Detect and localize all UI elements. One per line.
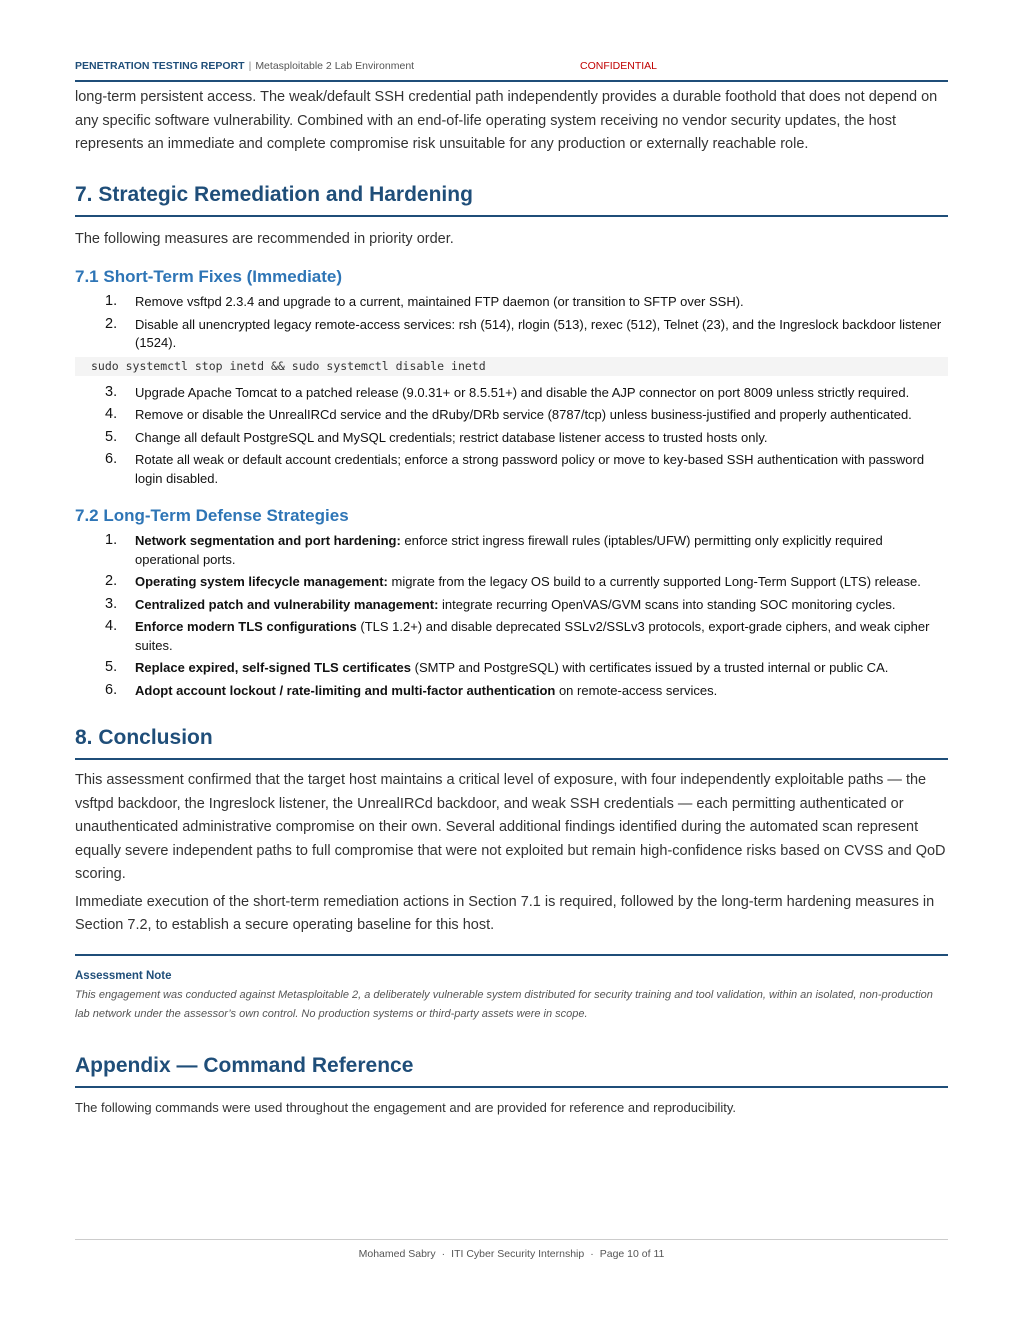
list-item xyxy=(75,316,948,353)
list-text: Rotate all weak or default account credentials; enforce a strong password policy or move to key-based SSH authentication with password login disabled. xyxy=(135,452,925,486)
page-footer xyxy=(75,1239,948,1260)
appendix-heading: Appendix — Command Reference xyxy=(75,1054,948,1088)
conclusion-paragraph-1: This assessment confirmed that the target host maintains a critical level of exposure, with four independently exploitable paths — the vsftpd backdoor, the Ingreslock listener, the UnrealIRCd backdoor, and weak SSH credentials — each permitting authenticated or unauthenticated administrative compromise on their own. Several additional findings identified during the automated scan represent equally severe independent paths to full compromise that were not exploited but remain high-confidence risks based on CVSS and QoD scoring. xyxy=(75,772,946,882)
conclusion-paragraph-2: Immediate execution of the short-term remediation actions in Section 7.1 is required, followed by the long-term hardening measures in Section 7.2, to establish a secure operating baseline for this host. xyxy=(75,893,935,933)
list-item xyxy=(75,596,948,615)
list-bold: Centralized patch and vulnerability management: xyxy=(135,596,439,612)
section-8-heading: 8. Conclusion xyxy=(75,726,948,760)
list-number: 3. xyxy=(105,383,118,400)
list-number: 2. xyxy=(105,573,118,589)
appendix-lead: The following commands were used throughout the engagement and are provided for reference and reproducibility. xyxy=(75,1099,736,1115)
header-environment: Metasploitable 2 Lab Environment xyxy=(255,60,415,72)
page-header xyxy=(75,58,948,82)
list-item xyxy=(75,532,948,569)
confidential-label: CONFIDENTIAL xyxy=(580,60,658,72)
list-bold: Adopt account lockout / rate-limiting and multi-factor authentication xyxy=(135,682,556,698)
note-title: Assessment Note xyxy=(75,969,172,982)
footer-dot: · xyxy=(590,1248,594,1260)
footer-author: Mohamed Sabry xyxy=(358,1248,436,1260)
long-term-list xyxy=(75,532,948,700)
list-item xyxy=(75,293,948,312)
footer-program: ITI Cyber Security Internship xyxy=(451,1248,585,1260)
footer-dot: · xyxy=(441,1248,446,1260)
list-number: 4. xyxy=(105,618,118,634)
list-text: integrate recurring OpenVAS/GVM scans into standing SOC monitoring cycles. xyxy=(438,596,896,612)
list-number: 2. xyxy=(105,315,118,332)
list-text: Disable all unencrypted legacy remote-access services: rsh (514), rlogin (513), rexec (512), Telnet (23), and the Ingreslock backdoor listener (1524). xyxy=(135,316,942,350)
section-7-lead: The following measures are recommended in priority order. xyxy=(75,230,454,247)
short-term-list-a xyxy=(75,293,948,353)
code-block: sudo systemctl stop inetd && sudo systemctl disable inetd xyxy=(75,357,948,376)
section-7-1-heading: 7.1 Short-Term Fixes (Immediate) xyxy=(75,267,343,286)
list-text: Remove or disable the UnrealIRCd service and the dRuby/DRb service (8787/tcp) unless business-justified and properly authenticated. xyxy=(135,407,912,422)
list-item xyxy=(75,618,948,655)
list-text: Remove vsftpd 2.3.4 and upgrade to a current, maintained FTP daemon (or transition to SFTP over SSH). xyxy=(135,294,744,309)
footer-page-number: Page 10 of 11 xyxy=(599,1248,665,1260)
list-item xyxy=(75,406,948,425)
list-number: 4. xyxy=(105,406,118,422)
section-7-2-heading: 7.2 Long-Term Defense Strategies xyxy=(75,506,349,525)
report-brand: PENETRATION TESTING REPORT xyxy=(75,60,245,72)
list-number: 5. xyxy=(105,659,118,675)
list-text: migrate from the legacy OS build to a currently supported Long-Term Support (LTS) release. xyxy=(387,574,921,589)
header-separator: | xyxy=(248,60,252,72)
list-text: enforce strict ingress firewall rules (iptables/UFW) permitting only explicitly required operational ports. xyxy=(135,533,883,567)
list-text: Upgrade Apache Tomcat to a patched release (9.0.31+ or 8.5.51+) and disable the AJP connector on port 8009 unless strictly required. xyxy=(135,384,910,400)
list-item xyxy=(75,682,948,701)
note-text: This engagement was conducted against Metasploitable 2, a deliberately vulnerable system distributed for security training and tool validation, within an isolated, non-production lab network under the assessor’s own control. No production systems or third-party assets were in scope. xyxy=(75,988,933,1020)
intro-paragraph: long-term persistent access. The weak/default SSH credential path independently provides a durable foothold that does not depend on any specific software vulnerability. Combined with an end-of-life operating system receiving no vendor security updates, the host represents an immediate and complete compromise risk unsuitable for any production or externally reachable role. xyxy=(75,89,938,152)
list-item xyxy=(75,659,948,678)
list-item xyxy=(75,429,948,448)
list-item xyxy=(75,451,948,488)
list-text: on remote-access services. xyxy=(555,682,718,698)
list-text: Change all default PostgreSQL and MySQL credentials; restrict database listener access to trusted hosts only. xyxy=(135,429,768,445)
list-number: 3. xyxy=(105,595,118,612)
list-bold: Replace expired, self-signed TLS certificates xyxy=(135,660,411,675)
list-text: (TLS 1.2+) and disable deprecated SSLv2/SSLv3 protocols, export-grade ciphers, and weak cipher suites. xyxy=(135,619,930,653)
short-term-list-b xyxy=(75,384,948,489)
list-number: 1. xyxy=(105,293,118,309)
list-number: 6. xyxy=(105,681,118,698)
list-bold: Operating system lifecycle management: xyxy=(135,574,388,589)
list-bold: Network segmentation and port hardening: xyxy=(135,533,401,548)
list-item xyxy=(75,384,948,403)
list-text: (SMTP and PostgreSQL) with certificates issued by a trusted internal or public CA. xyxy=(411,660,889,675)
list-item xyxy=(75,573,948,592)
list-number: 6. xyxy=(105,451,118,467)
page-content xyxy=(75,86,948,1119)
section-7-heading: 7. Strategic Remediation and Hardening xyxy=(75,183,948,217)
list-number: 1. xyxy=(105,532,118,548)
list-bold: Enforce modern TLS configurations xyxy=(135,619,357,634)
list-number: 5. xyxy=(105,428,118,445)
assessment-note xyxy=(75,954,948,1024)
header-row xyxy=(75,60,414,72)
